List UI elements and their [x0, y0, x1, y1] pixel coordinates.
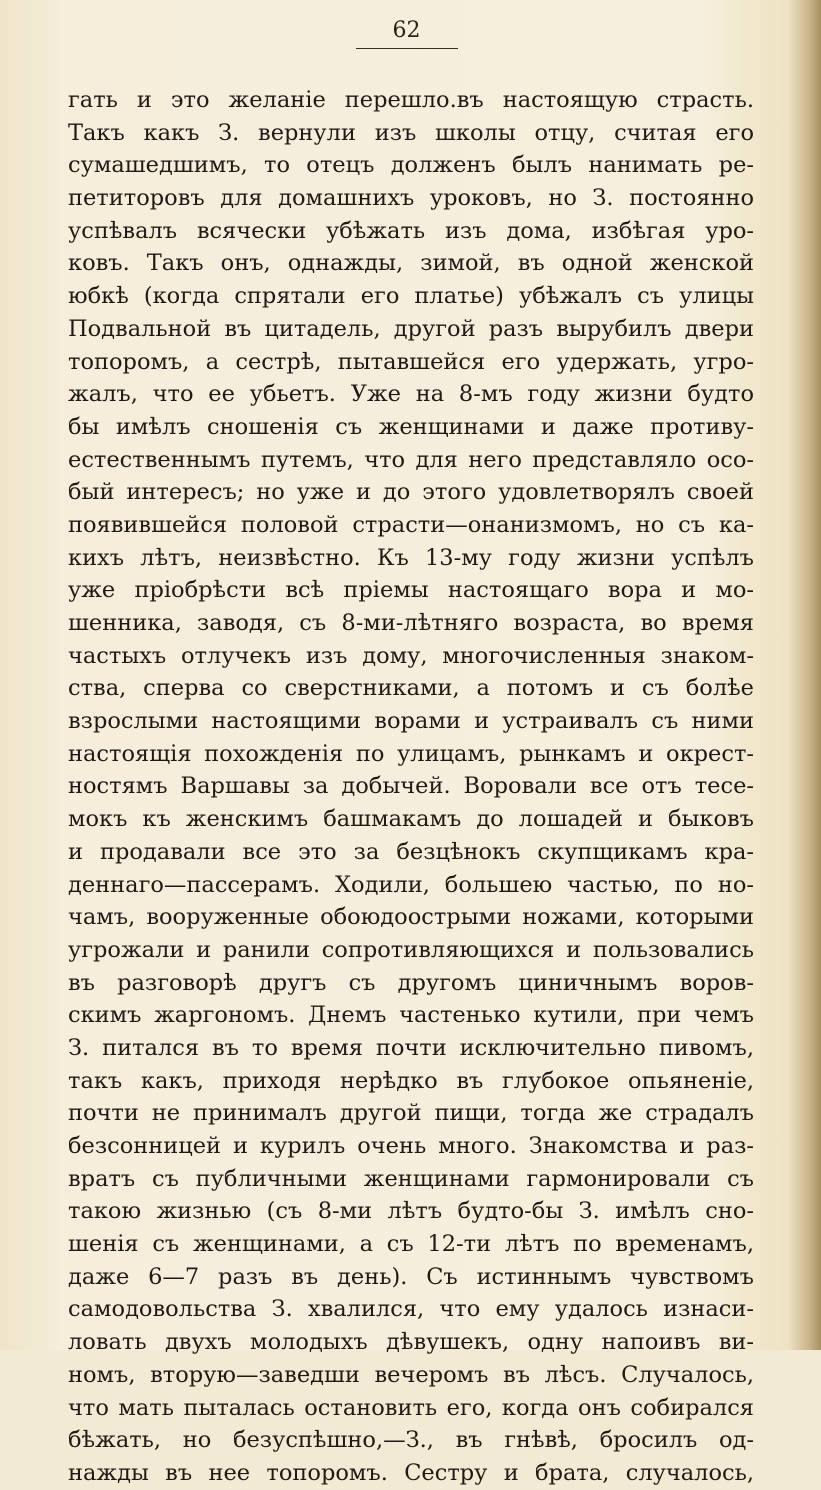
text-line: такою жизнью (съ 8-ми лѣтъ будто-бы З. имѣлъ сно- — [68, 1198, 754, 1225]
text-line: жалъ, что ее убьетъ. Уже на 8-мъ году жизни будто — [68, 381, 754, 408]
page-number: 62 — [392, 18, 421, 43]
text-line: юбкѣ (когда спрятали его платье) убѣжалъ съ улицы — [68, 283, 754, 310]
text-line: появившейся половой страсти—онанизмомъ, но съ ка- — [68, 511, 754, 538]
page-header — [0, 18, 821, 45]
text-line: топоромъ, а сестрѣ, пытавшейся его удержать, угро- — [68, 348, 754, 375]
text-line: угрожали и ранили сопротивляющихся и пользовались — [68, 936, 754, 963]
text-line: кихъ лѣтъ, неизвѣстно. Къ 13-му году жизни успѣлъ — [68, 544, 754, 571]
text-line: почти не принималъ другой пищи, тогда же страдалъ — [68, 1100, 754, 1127]
text-line: З. питался въ то время почти исключительно пивомъ, — [68, 1034, 754, 1061]
text-line: скимъ жаргономъ. Днемъ частенько кутили, при чемъ — [68, 1002, 754, 1029]
text-line: ностямъ Варшавы за добычей. Воровали все отъ тесе- — [68, 773, 754, 800]
text-line: бѣжать, но безуспѣшно,—З., въ гнѣвѣ, бросилъ од- — [68, 1427, 754, 1454]
text-line: такъ какъ, приходя нерѣдко въ глубокое опьяненіе, — [68, 1067, 754, 1094]
text-line: бый интересъ; но уже и до этого удовлетворялъ своей — [68, 479, 754, 506]
text-line: ства, сперва со сверстниками, а потомъ и съ болѣе — [68, 675, 754, 702]
text-line: самодовольства З. хвалился, что ему удалось изнаси- — [68, 1296, 754, 1323]
body-text — [68, 84, 754, 1490]
text-line: естественнымъ путемъ, что для него представляло осо- — [68, 446, 754, 473]
text-line: что мать пыталась остановить его, когда онъ собирался — [68, 1394, 754, 1421]
text-line: въ разговорѣ другъ съ другомъ циничнымъ воров- — [68, 969, 754, 996]
text-line: шенника, заводя, съ 8-ми-лѣтняго возраста, во время — [68, 610, 754, 636]
text-line: и продавали все это за безцѣнокъ скупщикамъ кра- — [68, 838, 754, 865]
text-line: петиторовъ для домашнихъ уроковъ, но З. постоянно — [68, 185, 754, 212]
text-line: нажды въ нее топоромъ. Сестру и брата, случалось, — [68, 1459, 754, 1486]
text-line: частыхъ отлучекъ изъ дому, многочисленныя знаком- — [68, 642, 754, 669]
text-line: Подвальной въ цитадель, другой разъ вырубилъ двери — [68, 315, 754, 342]
text-line: деннаго—пассерамъ. Ходили, большею частью, по но- — [68, 871, 754, 898]
text-line: гать и это желаніе перешло.въ настоящую страсть. — [68, 87, 754, 113]
text-line: сумашедшимъ, то отецъ долженъ былъ нанимать ре- — [68, 152, 754, 179]
text-line: мокъ къ женскимъ башмакамъ до лошадей и быковъ — [68, 806, 754, 833]
text-line: вратъ съ публичными женщинами гармонировали съ — [68, 1165, 754, 1192]
text-line: Такъ какъ З. вернули изъ школы отцу, считая его — [68, 119, 754, 146]
header-rule — [356, 48, 458, 49]
text-line: настоящія похожденія по улицамъ, рынкамъ и окрест- — [68, 740, 754, 767]
text-line: чамъ, вооруженные обоюдоострыми ножами, которыми — [68, 904, 754, 931]
text-line: уже пріобрѣсти всѣ пріемы настоящаго вора и мо- — [68, 577, 754, 604]
text-line: безсонницей и курилъ очень много. Знакомства и раз- — [68, 1133, 754, 1159]
text-line: шенія съ женщинами, а съ 12-ти лѣтъ по временамъ, — [68, 1231, 754, 1258]
text-line: ловать двухъ молодыхъ дѣвушекъ, одну напоивъ ви- — [68, 1329, 754, 1356]
text-line: номъ, вторую—заведши вечеромъ въ лѣсъ. Случалось, — [68, 1361, 754, 1388]
text-line: даже 6—7 разъ въ день). Съ истиннымъ чувствомъ — [68, 1263, 754, 1290]
text-line: взрослыми настоящими ворами и устраивалъ съ ними — [68, 708, 754, 735]
text-line: ковъ. Такъ онъ, однажды, зимой, въ одной женской — [68, 250, 754, 277]
text-line: успѣвалъ всячески убѣжать изъ дома, избѣгая уро- — [68, 217, 754, 244]
text-line: бы имѣлъ сношенія съ женщинами и даже противу- — [68, 413, 754, 440]
